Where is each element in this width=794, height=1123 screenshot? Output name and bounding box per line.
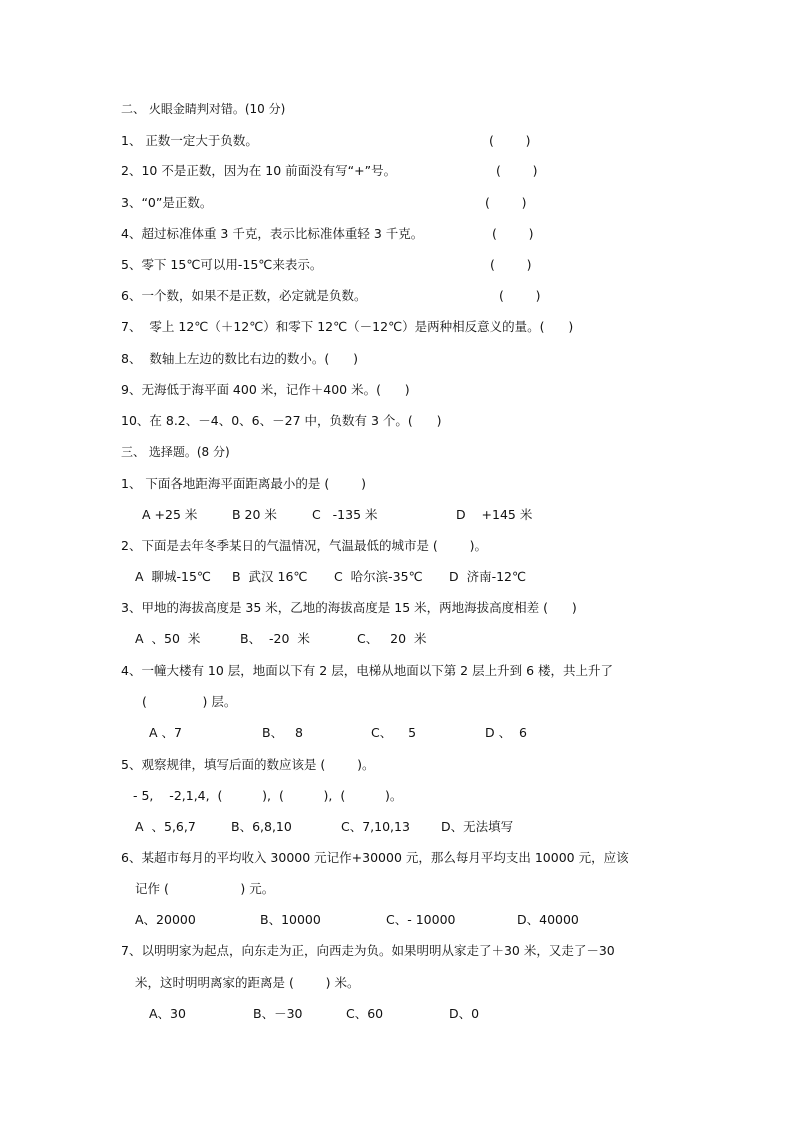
- choice-q7-cont: 米，这时明明离家的距离是 ( ) 米。: [135, 975, 360, 990]
- choice-q5: 5、观察规律，填写后面的数应该是 ( )。: [121, 757, 375, 772]
- choice-q2: 2、下面是去年冬季某日的气温情况，气温最低的城市是 ( )。: [121, 538, 487, 553]
- judge-item-1: 1、 正数一定大于负数。: [121, 133, 258, 148]
- q6-option-c: C、- 10000: [386, 912, 456, 927]
- q7-option-d: D、0: [449, 1006, 480, 1021]
- q3-option-a: A 、50 米: [135, 631, 201, 646]
- choice-q4: 4、一幢大楼有 10 层，地面以下有 2 层，电梯从地面以下第 2 层上升到 6 楼，共上升了: [121, 663, 614, 678]
- q5-option-d: D、无法填写: [441, 819, 514, 834]
- q4-option-a: A 、7: [149, 725, 182, 740]
- q3-option-b: B、 -20 米: [240, 631, 310, 646]
- judge-item-6-blank: ( ): [499, 288, 541, 303]
- q2-option-a: A 聊城-15℃: [135, 569, 211, 584]
- judge-item-1-blank: ( ): [489, 133, 531, 148]
- choice-q6-cont: 记作 ( ) 元。: [135, 881, 275, 896]
- judge-item-2-blank: ( ): [496, 163, 538, 178]
- judge-item-10: 10、在 8.2、－4、0、6、－27 中，负数有 3 个。( ): [121, 413, 442, 428]
- q6-option-d: D、40000: [517, 912, 579, 927]
- q3-option-c: C、 20 米: [357, 631, 427, 646]
- section-3-title: 三、 选择题。(8 分): [121, 445, 230, 459]
- q7-option-a: A、30: [149, 1006, 186, 1021]
- q5-option-a: A 、5,6,7: [135, 819, 196, 834]
- q6-option-a: A、20000: [135, 912, 196, 927]
- judge-item-4: 4、超过标准体重 3 千克，表示比标准体重轻 3 千克。: [121, 226, 424, 241]
- q1-option-a: A +25 米: [142, 507, 198, 522]
- q1-option-d: D +145 米: [456, 507, 533, 522]
- q6-option-b: B、10000: [260, 912, 321, 927]
- judge-item-3-blank: ( ): [485, 195, 527, 210]
- choice-q6: 6、某超市每月的平均收入 30000 元记作+30000 元，那么每月平均支出 10000 元，应该: [121, 850, 629, 865]
- judge-item-5-blank: ( ): [490, 257, 532, 272]
- q1-option-c: C -135 米: [312, 507, 378, 522]
- judge-item-7: 7、 零上 12℃（＋12℃）和零下 12℃（－12℃）是两种相反意义的量。( ): [121, 319, 574, 334]
- judge-item-3: 3、“0”是正数。: [121, 195, 213, 210]
- choice-q4-cont: ( ) 层。: [142, 694, 237, 709]
- q5-sequence: - 5, -2,1,4, ( ), ( ), ( )。: [133, 788, 403, 803]
- q7-option-c: C、60: [346, 1006, 384, 1021]
- q5-option-b: B、6,8,10: [231, 819, 292, 834]
- q5-option-c: C、7,10,13: [341, 819, 410, 834]
- judge-item-5: 5、零下 15℃可以用-15℃来表示。: [121, 257, 323, 272]
- section-2-title: 二、 火眼金睛判对错。(10 分): [121, 102, 286, 116]
- q4-option-d: D 、 6: [485, 725, 527, 740]
- choice-q3: 3、甲地的海拔高度是 35 米，乙地的海拔高度是 15 米，两地海拔高度相差 ( ): [121, 600, 577, 615]
- judge-item-2: 2、10 不是正数，因为在 10 前面没有写“+”号。: [121, 163, 397, 178]
- q4-option-b: B、 8: [262, 725, 303, 740]
- q2-option-d: D 济南-12℃: [449, 569, 527, 584]
- q4-option-c: C、 5: [371, 725, 417, 740]
- q2-option-b: B 武汉 16℃: [232, 569, 308, 584]
- q1-option-b: B 20 米: [232, 507, 277, 522]
- q2-option-c: C 哈尔滨-35℃: [334, 569, 423, 584]
- choice-q7: 7、以明明家为起点，向东走为正，向西走为负。如果明明从家走了＋30 米，又走了－30: [121, 943, 615, 958]
- judge-item-8: 8、 数轴上左边的数比右边的数小。( ): [121, 351, 358, 366]
- judge-item-4-blank: ( ): [492, 226, 534, 241]
- judge-item-9: 9、无海低于海平面 400 米，记作＋400 米。( ): [121, 382, 410, 397]
- choice-q1: 1、 下面各地距海平面距离最小的是 ( ): [121, 476, 366, 491]
- q7-option-b: B、－30: [253, 1006, 303, 1021]
- judge-item-6: 6、一个数，如果不是正数，必定就是负数。: [121, 288, 367, 303]
